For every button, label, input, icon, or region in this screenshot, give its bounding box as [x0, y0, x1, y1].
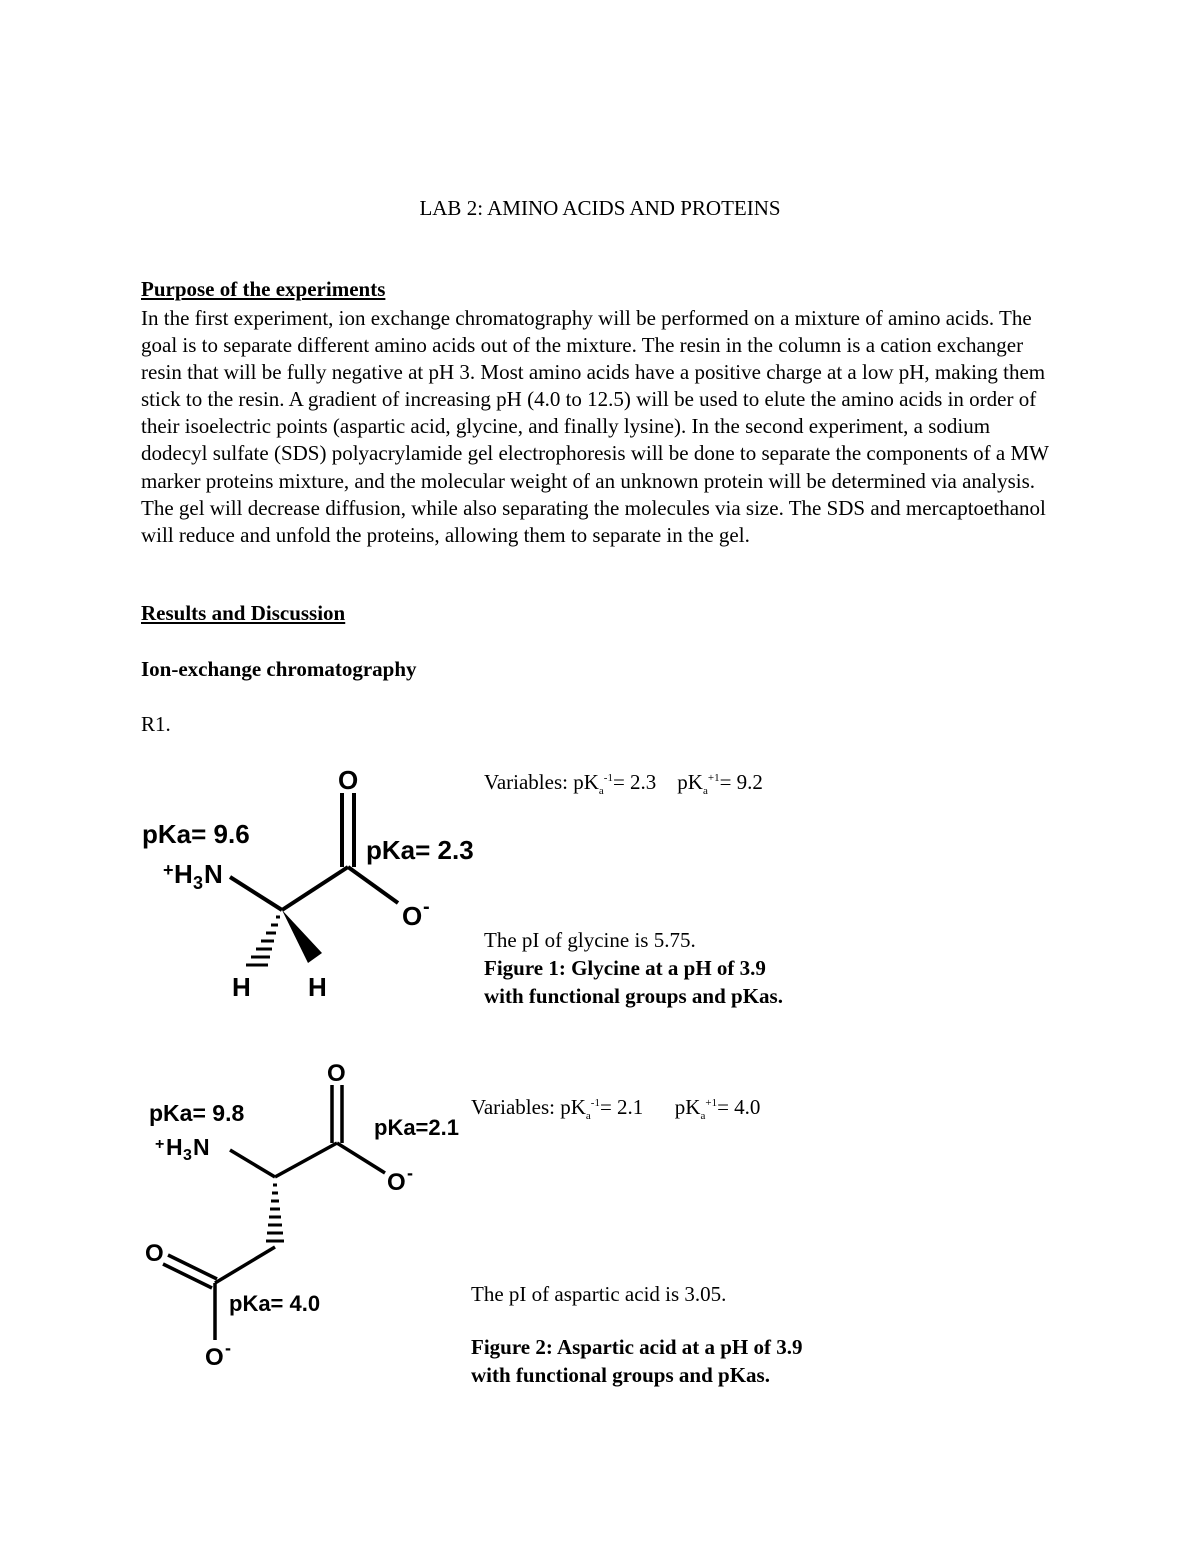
bond-n-calpha — [230, 877, 282, 910]
bond-cbeta-cgamma — [215, 1247, 275, 1283]
figure1-variables: Variables: $pK_a^{-1}= 2.3$ $pK_a^{+1}= 9.2$ — [484, 770, 763, 798]
figure1-caption-line2: with functional groups and pKas. — [484, 984, 783, 1008]
neg-sign-side-label: - — [225, 1338, 231, 1358]
bond-calpha-c — [275, 1143, 337, 1177]
hashed-bond — [266, 1185, 284, 1241]
pka-side-label: pKa= 4.0 — [229, 1291, 321, 1316]
bond-c-o-single — [348, 867, 398, 903]
figure2-caption-line2: with functional groups and pKas. — [471, 1363, 770, 1387]
oxygen-side-neg-label: O — [205, 1344, 224, 1371]
figure2-caption-block — [471, 1333, 803, 1389]
bond-c-o-single — [337, 1143, 385, 1173]
h-left-label: H — [232, 972, 251, 1002]
amine-n-label: N — [193, 1134, 210, 1160]
wedge-bond — [282, 910, 322, 963]
oxygen-neg-label: O — [387, 1169, 406, 1196]
ion-exchange-subheading: Ion-exchange chromatography — [141, 657, 417, 681]
figure1-pi: The pI of glycine is 5.75. — [484, 928, 696, 952]
bond-side-double-a — [168, 1255, 217, 1279]
aspartic-acid-structure — [135, 1055, 475, 1375]
amine-h-label: H — [174, 859, 193, 889]
figure2-text — [471, 1089, 760, 1130]
oxygen-top-label: O — [327, 1060, 346, 1087]
purpose-heading: Purpose of the experiments — [141, 277, 386, 301]
amine-h-label: H — [166, 1134, 183, 1160]
glycine-structure — [130, 755, 490, 1015]
figure1-caption-line1: Figure 1: Glycine at a pH of 3.9 — [484, 956, 766, 980]
pka-amine-label: pKa= 9.6 — [142, 819, 250, 849]
amine-3-label: 3 — [183, 1147, 192, 1164]
purpose-paragraph: In the first experiment, ion exchange chromatography will be performed on a mixture of amino acids. The goal is to separate different amino acids out of the mixture. The resin in the column is a cation exchanger resin that will be fully negative at pH 3. Most amino acids have a positive charge at a low pH, making them stick to the resin. A gradient of increasing pH (4.0 to 12.5) will be used to elute the amino acids in order of their isoelectric points (aspartic acid, glycine, and finally lysine). In the second experiment, a sodium dodecyl sulfate (SDS) polyacrylamide gel electrophoresis will be done to separate the components of a MW marker proteins mixture, and the molecular weight of an unknown protein will be determined via analysis. The gel will decrease diffusion, while also separating the molecules via size. The SDS and mercaptoethanol will reduce and unfold the proteins, allowing them to separate in the gel. — [141, 306, 1049, 547]
amine-plus-label: + — [163, 860, 174, 880]
neg-sign-label: - — [423, 896, 430, 918]
amine-3-label: 3 — [193, 873, 204, 893]
pka-carboxyl-label: pKa=2.1 — [374, 1115, 459, 1140]
figure2-pi: The pI of aspartic acid is 3.05. — [471, 1282, 727, 1306]
amine-n-label: N — [204, 859, 223, 889]
neg-sign-label: - — [407, 1163, 413, 1183]
bond-n-calpha — [230, 1150, 275, 1177]
page-title: LAB 2: AMINO ACIDS AND PROTEINS — [419, 196, 781, 220]
oxygen-side-label: O — [145, 1240, 164, 1267]
oxygen-top-label: O — [338, 765, 359, 795]
figure2-caption-line1: Figure 2: Aspartic acid at a pH of 3.9 — [471, 1335, 803, 1359]
pka-carboxyl-label: pKa= 2.3 — [366, 835, 474, 865]
r1-label: R1. — [141, 712, 171, 736]
figure1-caption-block — [484, 926, 783, 1010]
oxygen-neg-label: O — [402, 901, 423, 931]
results-heading: Results and Discussion — [141, 601, 346, 625]
bond-side-double-b — [163, 1264, 212, 1288]
bond-calpha-c — [282, 867, 348, 910]
figure2-variables: Variables: $pK_a^{-1}= 2.1$ $pK_a^{+1}= 4.0$ — [471, 1095, 761, 1123]
amine-plus-label: + — [155, 1136, 165, 1153]
h-right-label: H — [308, 972, 327, 1002]
pka-amine-label: pKa= 9.8 — [149, 1100, 245, 1126]
hashed-bond — [246, 917, 280, 965]
figure1-text — [484, 764, 763, 805]
